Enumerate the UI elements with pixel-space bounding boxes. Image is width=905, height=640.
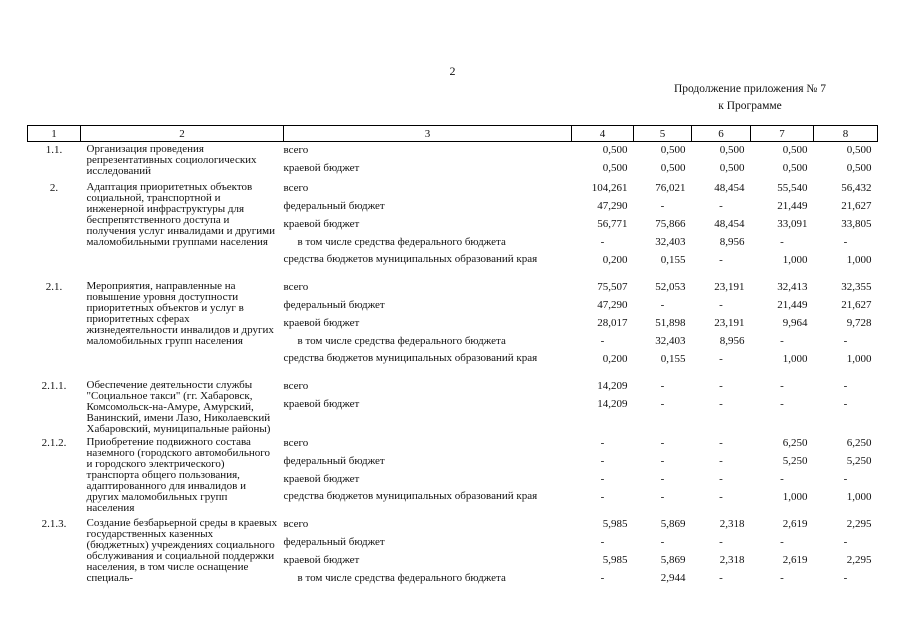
value-cell: 14,209 bbox=[597, 398, 628, 410]
funding-source-label: в том числе средства федерального бюджета bbox=[297, 236, 506, 248]
value-cell: - bbox=[600, 236, 605, 248]
value-column-5 bbox=[634, 435, 692, 516]
value-cell: - bbox=[719, 473, 723, 485]
value-column-4 bbox=[572, 435, 634, 516]
value-cell: - bbox=[719, 491, 723, 503]
value-column-8 bbox=[814, 279, 878, 378]
value-cell: 5,250 bbox=[782, 455, 808, 467]
value-cell: 14,209 bbox=[597, 380, 628, 392]
row-description: Мероприятия, направленные на повышение уровня доступности приоритетных объектов и услуг в приоритетных сферах жизнедеятельности инвалидов и других маломобильных групп населения bbox=[86, 280, 274, 347]
funding-source-label: краевой бюджет bbox=[283, 162, 360, 174]
value-cell: 32,403 bbox=[655, 236, 686, 248]
column-header-2: 2 bbox=[81, 126, 284, 142]
value-column-6 bbox=[692, 435, 751, 516]
column-header-7: 7 bbox=[751, 126, 814, 142]
value-cell: 56,432 bbox=[841, 182, 872, 194]
funding-source-label: всего bbox=[283, 281, 309, 293]
value-cell: 0,155 bbox=[660, 353, 686, 365]
value-cell: 0,500 bbox=[660, 144, 686, 156]
funding-source-label: в том числе средства федерального бюджета bbox=[297, 572, 506, 584]
value-cell: - bbox=[660, 380, 665, 392]
row-number: 2. bbox=[49, 182, 59, 194]
column-header-6: 6 bbox=[692, 126, 751, 142]
value-column-8 bbox=[814, 180, 878, 279]
value-cell: 75,507 bbox=[597, 281, 628, 293]
value-cell: 5,869 bbox=[660, 554, 686, 566]
funding-source-label: всего bbox=[283, 182, 309, 194]
value-column-6 bbox=[692, 180, 751, 279]
row-number: 2.1.3. bbox=[41, 518, 67, 530]
value-column-4 bbox=[572, 516, 634, 590]
row-description: Создание безбарьерной среды в краевых государственных казенных (бюджетных) учреждениях социального обслуживания и социальной поддержки населения, в том числе оснащение специаль- bbox=[86, 517, 278, 584]
continuation-subtitle: к Программе bbox=[718, 100, 782, 112]
value-cell: 0,500 bbox=[846, 144, 872, 156]
funding-source-label: средства бюджетов муниципальных образований края bbox=[283, 253, 538, 265]
value-cell: - bbox=[843, 335, 848, 347]
funding-source-label: федеральный бюджет bbox=[283, 200, 385, 212]
value-cell: - bbox=[600, 572, 605, 584]
value-cell: - bbox=[780, 536, 784, 548]
funding-sources bbox=[284, 279, 572, 378]
funding-source-label: краевой бюджет bbox=[283, 218, 360, 230]
funding-source-label: средства бюджетов муниципальных образований края bbox=[283, 490, 538, 502]
funding-source-label: всего bbox=[283, 437, 309, 449]
value-cell: 75,866 bbox=[655, 218, 686, 230]
value-cell: - bbox=[600, 536, 605, 548]
value-cell: 0,500 bbox=[782, 144, 808, 156]
value-cell: 2,619 bbox=[782, 554, 808, 566]
funding-source-label: краевой бюджет bbox=[283, 317, 360, 329]
value-cell: - bbox=[600, 455, 605, 467]
value-cell: - bbox=[719, 398, 723, 410]
value-cell: 23,191 bbox=[714, 281, 745, 293]
budget-table bbox=[27, 125, 878, 590]
value-column-6 bbox=[692, 279, 751, 378]
value-cell: - bbox=[660, 398, 665, 410]
value-cell: 1,000 bbox=[846, 353, 872, 365]
value-cell: 6,250 bbox=[782, 437, 808, 449]
funding-sources bbox=[284, 142, 572, 181]
value-cell: 32,403 bbox=[655, 335, 686, 347]
value-column-5 bbox=[634, 180, 692, 279]
value-cell: - bbox=[719, 572, 723, 584]
value-cell: 47,290 bbox=[597, 299, 628, 311]
value-cell: 2,318 bbox=[719, 518, 745, 530]
value-cell: - bbox=[660, 437, 665, 449]
value-cell: - bbox=[660, 491, 665, 503]
value-cell: 48,454 bbox=[714, 218, 745, 230]
value-cell: 21,627 bbox=[841, 200, 872, 212]
funding-source-label: федеральный бюджет bbox=[283, 455, 385, 467]
value-cell: 0,500 bbox=[602, 162, 628, 174]
value-column-5 bbox=[634, 378, 692, 435]
value-cell: - bbox=[660, 473, 665, 485]
value-cell: 1,000 bbox=[846, 491, 872, 503]
value-cell: 33,091 bbox=[777, 218, 808, 230]
value-column-7 bbox=[751, 180, 814, 279]
row-number: 2.1. bbox=[45, 281, 63, 293]
value-column-7 bbox=[751, 378, 814, 435]
value-cell: 76,021 bbox=[655, 182, 686, 194]
value-cell: 0,500 bbox=[719, 144, 745, 156]
value-cell: - bbox=[660, 299, 665, 311]
row-description: Адаптация приоритетных объектов социальной, транспортной и инженерной инфраструктуры для беспрепятственного доступа и получения услуг инвалидами и другими маломобильными группами населения bbox=[86, 181, 275, 248]
funding-sources bbox=[284, 180, 572, 279]
column-header-5: 5 bbox=[634, 126, 692, 142]
value-cell: 2,295 bbox=[846, 518, 872, 530]
value-cell: - bbox=[843, 572, 848, 584]
value-cell: 5,985 bbox=[602, 554, 628, 566]
row-number: 2.1.2. bbox=[41, 437, 67, 449]
value-column-4 bbox=[572, 279, 634, 378]
value-cell: 32,413 bbox=[777, 281, 808, 293]
value-cell: 0,155 bbox=[660, 254, 686, 266]
table-row bbox=[28, 435, 878, 516]
funding-source-label: федеральный бюджет bbox=[283, 299, 385, 311]
value-cell: - bbox=[843, 236, 848, 248]
value-cell: 2,944 bbox=[660, 572, 686, 584]
row-description: Обеспечение деятельности службы "Социальное такси" (гг. Хабаровск, Комсомольск-на-Амуре, Амурский, Ванинский, имени Лазо, Николаевский Хабаровский, муниципальные районы) bbox=[86, 379, 271, 435]
value-cell: 52,053 bbox=[655, 281, 686, 293]
column-header-4: 4 bbox=[572, 126, 634, 142]
value-cell: - bbox=[660, 455, 665, 467]
value-column-4 bbox=[572, 378, 634, 435]
value-cell: - bbox=[719, 299, 723, 311]
value-cell: 0,500 bbox=[660, 162, 686, 174]
value-column-7 bbox=[751, 435, 814, 516]
funding-sources bbox=[284, 435, 572, 516]
funding-sources bbox=[284, 516, 572, 590]
value-cell: 1,000 bbox=[782, 353, 808, 365]
value-column-5 bbox=[634, 516, 692, 590]
value-cell: - bbox=[719, 536, 723, 548]
value-cell: 56,771 bbox=[597, 218, 628, 230]
value-column-6 bbox=[692, 378, 751, 435]
value-cell: 48,454 bbox=[714, 182, 745, 194]
value-cell: 1,000 bbox=[782, 254, 808, 266]
table-row bbox=[28, 516, 878, 590]
value-cell: 23,191 bbox=[714, 317, 745, 329]
value-column-8 bbox=[814, 516, 878, 590]
continuation-title: Продолжение приложения № 7 bbox=[673, 83, 827, 95]
value-column-7 bbox=[751, 516, 814, 590]
row-number: 1.1. bbox=[45, 144, 63, 156]
value-cell: 2,318 bbox=[719, 554, 745, 566]
value-cell: 8,956 bbox=[719, 236, 745, 248]
value-cell: - bbox=[600, 473, 605, 485]
value-cell: - bbox=[600, 335, 605, 347]
value-cell: 51,898 bbox=[655, 317, 686, 329]
value-cell: 28,017 bbox=[597, 317, 628, 329]
value-cell: 0,500 bbox=[602, 144, 628, 156]
value-cell: 32,355 bbox=[841, 281, 872, 293]
value-cell: 5,250 bbox=[846, 455, 872, 467]
funding-source-label: краевой бюджет bbox=[283, 554, 360, 566]
value-cell: 8,956 bbox=[719, 335, 745, 347]
funding-source-label: краевой бюджет bbox=[283, 473, 360, 485]
value-cell: - bbox=[719, 200, 723, 212]
header-row bbox=[28, 126, 878, 142]
value-cell: - bbox=[660, 536, 665, 548]
value-cell: - bbox=[600, 491, 605, 503]
value-cell: 9,964 bbox=[782, 317, 808, 329]
funding-source-label: всего bbox=[283, 518, 309, 530]
value-cell: - bbox=[719, 353, 723, 365]
value-cell: 0,500 bbox=[719, 162, 745, 174]
value-cell: - bbox=[780, 398, 784, 410]
row-number: 2.1.1. bbox=[41, 380, 67, 392]
table-row bbox=[28, 180, 878, 279]
column-header-8: 8 bbox=[814, 126, 878, 142]
value-cell: 104,261 bbox=[591, 182, 628, 194]
table-row bbox=[28, 142, 878, 181]
value-cell: - bbox=[780, 335, 784, 347]
value-cell: 33,805 bbox=[841, 218, 872, 230]
funding-source-label: в том числе средства федерального бюджета bbox=[297, 335, 506, 347]
value-cell: 47,290 bbox=[597, 200, 628, 212]
column-header-3: 3 bbox=[284, 126, 572, 142]
value-column-8 bbox=[814, 378, 878, 435]
value-cell: 0,500 bbox=[846, 162, 872, 174]
row-description: Организация проведения репрезентативных социологических исследований bbox=[86, 143, 257, 177]
value-column-5 bbox=[634, 279, 692, 378]
value-cell: 2,295 bbox=[846, 554, 872, 566]
funding-source-label: всего bbox=[283, 380, 309, 392]
funding-source-label: федеральный бюджет bbox=[283, 536, 385, 548]
value-cell: 21,449 bbox=[777, 299, 808, 311]
value-cell: 1,000 bbox=[782, 491, 808, 503]
value-cell: 1,000 bbox=[846, 254, 872, 266]
value-cell: 5,869 bbox=[660, 518, 686, 530]
value-column-8 bbox=[814, 435, 878, 516]
funding-source-label: всего bbox=[283, 144, 309, 156]
value-cell: - bbox=[780, 572, 784, 584]
value-cell: 5,985 bbox=[602, 518, 628, 530]
value-cell: 55,540 bbox=[777, 182, 808, 194]
value-cell: 0,500 bbox=[782, 162, 808, 174]
value-cell: - bbox=[660, 200, 665, 212]
value-column-5 bbox=[634, 142, 692, 181]
table-row bbox=[28, 378, 878, 435]
value-column-7 bbox=[751, 279, 814, 378]
value-cell: - bbox=[719, 380, 723, 392]
value-column-4 bbox=[572, 180, 634, 279]
value-cell: - bbox=[719, 455, 723, 467]
value-column-6 bbox=[692, 516, 751, 590]
value-cell: 9,728 bbox=[846, 317, 872, 329]
value-cell: - bbox=[719, 437, 723, 449]
value-cell: 0,200 bbox=[602, 254, 628, 266]
value-cell: - bbox=[780, 473, 784, 485]
value-cell: 6,250 bbox=[846, 437, 872, 449]
value-cell: - bbox=[780, 380, 784, 392]
column-header-1: 1 bbox=[28, 126, 81, 142]
page-number: 2 bbox=[449, 64, 456, 78]
value-cell: - bbox=[780, 236, 784, 248]
value-cell: 0,200 bbox=[602, 353, 628, 365]
value-column-8 bbox=[814, 142, 878, 181]
funding-source-label: средства бюджетов муниципальных образований края bbox=[283, 352, 538, 364]
table-body bbox=[28, 142, 878, 591]
value-cell: 2,619 bbox=[782, 518, 808, 530]
row-description: Приобретение подвижного состава наземного (городского автомобильного и городского электрического) транспорта общего пользования, адаптированного для инвалидов и других маломобильных групп населения bbox=[86, 436, 270, 514]
value-column-4 bbox=[572, 142, 634, 181]
value-column-6 bbox=[692, 142, 751, 181]
value-cell: - bbox=[843, 398, 848, 410]
value-cell: - bbox=[600, 437, 605, 449]
value-cell: - bbox=[843, 536, 848, 548]
value-cell: - bbox=[719, 254, 723, 266]
table-row bbox=[28, 279, 878, 378]
value-cell: - bbox=[843, 473, 848, 485]
value-column-7 bbox=[751, 142, 814, 181]
value-cell: - bbox=[843, 380, 848, 392]
value-cell: 21,627 bbox=[841, 299, 872, 311]
funding-sources bbox=[284, 378, 572, 435]
value-cell: 21,449 bbox=[777, 200, 808, 212]
funding-source-label: краевой бюджет bbox=[283, 398, 360, 410]
